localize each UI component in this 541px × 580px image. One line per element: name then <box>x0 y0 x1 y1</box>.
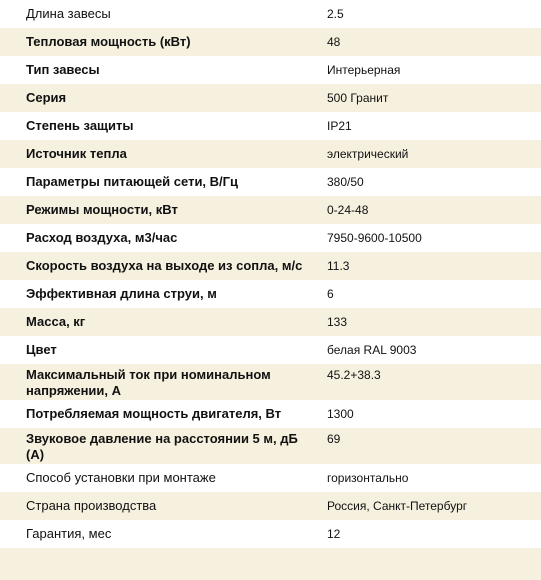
spec-label: Цвет <box>0 336 313 364</box>
table-row <box>0 140 541 168</box>
table-row <box>0 168 541 196</box>
table-row <box>0 56 541 84</box>
table-row <box>0 280 541 308</box>
spec-label: Способ установки при монтаже <box>0 464 313 492</box>
spec-label: Масса, кг <box>0 308 313 336</box>
spec-label: Режимы мощности, кВт <box>0 196 313 224</box>
spec-label: Максимальный ток при номинальном напряжении, А <box>0 364 313 400</box>
table-row <box>0 364 541 400</box>
spec-value: белая RAL 9003 <box>313 336 541 364</box>
spec-value: 69 <box>313 428 541 464</box>
spec-value: горизонтально <box>313 464 541 492</box>
table-row <box>0 28 541 56</box>
spec-label: Параметры питающей сети, В/Гц <box>0 168 313 196</box>
spec-value: 500 Гранит <box>313 84 541 112</box>
spec-value: Россия, Санкт-Петербург <box>313 492 541 520</box>
spec-label: Страна производства <box>0 492 313 520</box>
table-row <box>0 84 541 112</box>
table-row <box>0 196 541 224</box>
spec-label: Скорость воздуха на выходе из сопла, м/с <box>0 252 313 280</box>
spec-label: Звуковое давление на расстоянии 5 м, дБ (А) <box>0 428 313 464</box>
spec-value: 0-24-48 <box>313 196 541 224</box>
spec-value: 11.3 <box>313 252 541 280</box>
table-row <box>0 252 541 280</box>
table-row <box>0 0 541 28</box>
table-row <box>0 464 541 492</box>
spec-value: 380/50 <box>313 168 541 196</box>
spec-value: электрический <box>313 140 541 168</box>
table-row <box>0 224 541 252</box>
spec-value: 133 <box>313 308 541 336</box>
spec-value: 45.2+38.3 <box>313 364 541 400</box>
spec-value: 48 <box>313 28 541 56</box>
table-row <box>0 428 541 464</box>
table-row <box>0 400 541 428</box>
spec-label: Длина завесы <box>0 0 313 28</box>
spec-label: Тепловая мощность (кВт) <box>0 28 313 56</box>
table-row <box>0 492 541 520</box>
spec-value: IP21 <box>313 112 541 140</box>
table-row <box>0 336 541 364</box>
spec-label: Потребляемая мощность двигателя, Вт <box>0 400 313 428</box>
spec-label: Эффективная длина струи, м <box>0 280 313 308</box>
spec-value: 7950-9600-10500 <box>313 224 541 252</box>
table-row <box>0 308 541 336</box>
spec-value: 12 <box>313 520 541 548</box>
spec-value: Интерьерная <box>313 56 541 84</box>
spec-label: Источник тепла <box>0 140 313 168</box>
spec-label: Тип завесы <box>0 56 313 84</box>
spec-label: Серия <box>0 84 313 112</box>
spec-label: Гарантия, мес <box>0 520 313 548</box>
spec-value: 1300 <box>313 400 541 428</box>
spec-label: Степень защиты <box>0 112 313 140</box>
spec-value: 2.5 <box>313 0 541 28</box>
spec-value: 6 <box>313 280 541 308</box>
spec-label: Расход воздуха, м3/час <box>0 224 313 252</box>
table-row <box>0 520 541 548</box>
table-row <box>0 112 541 140</box>
